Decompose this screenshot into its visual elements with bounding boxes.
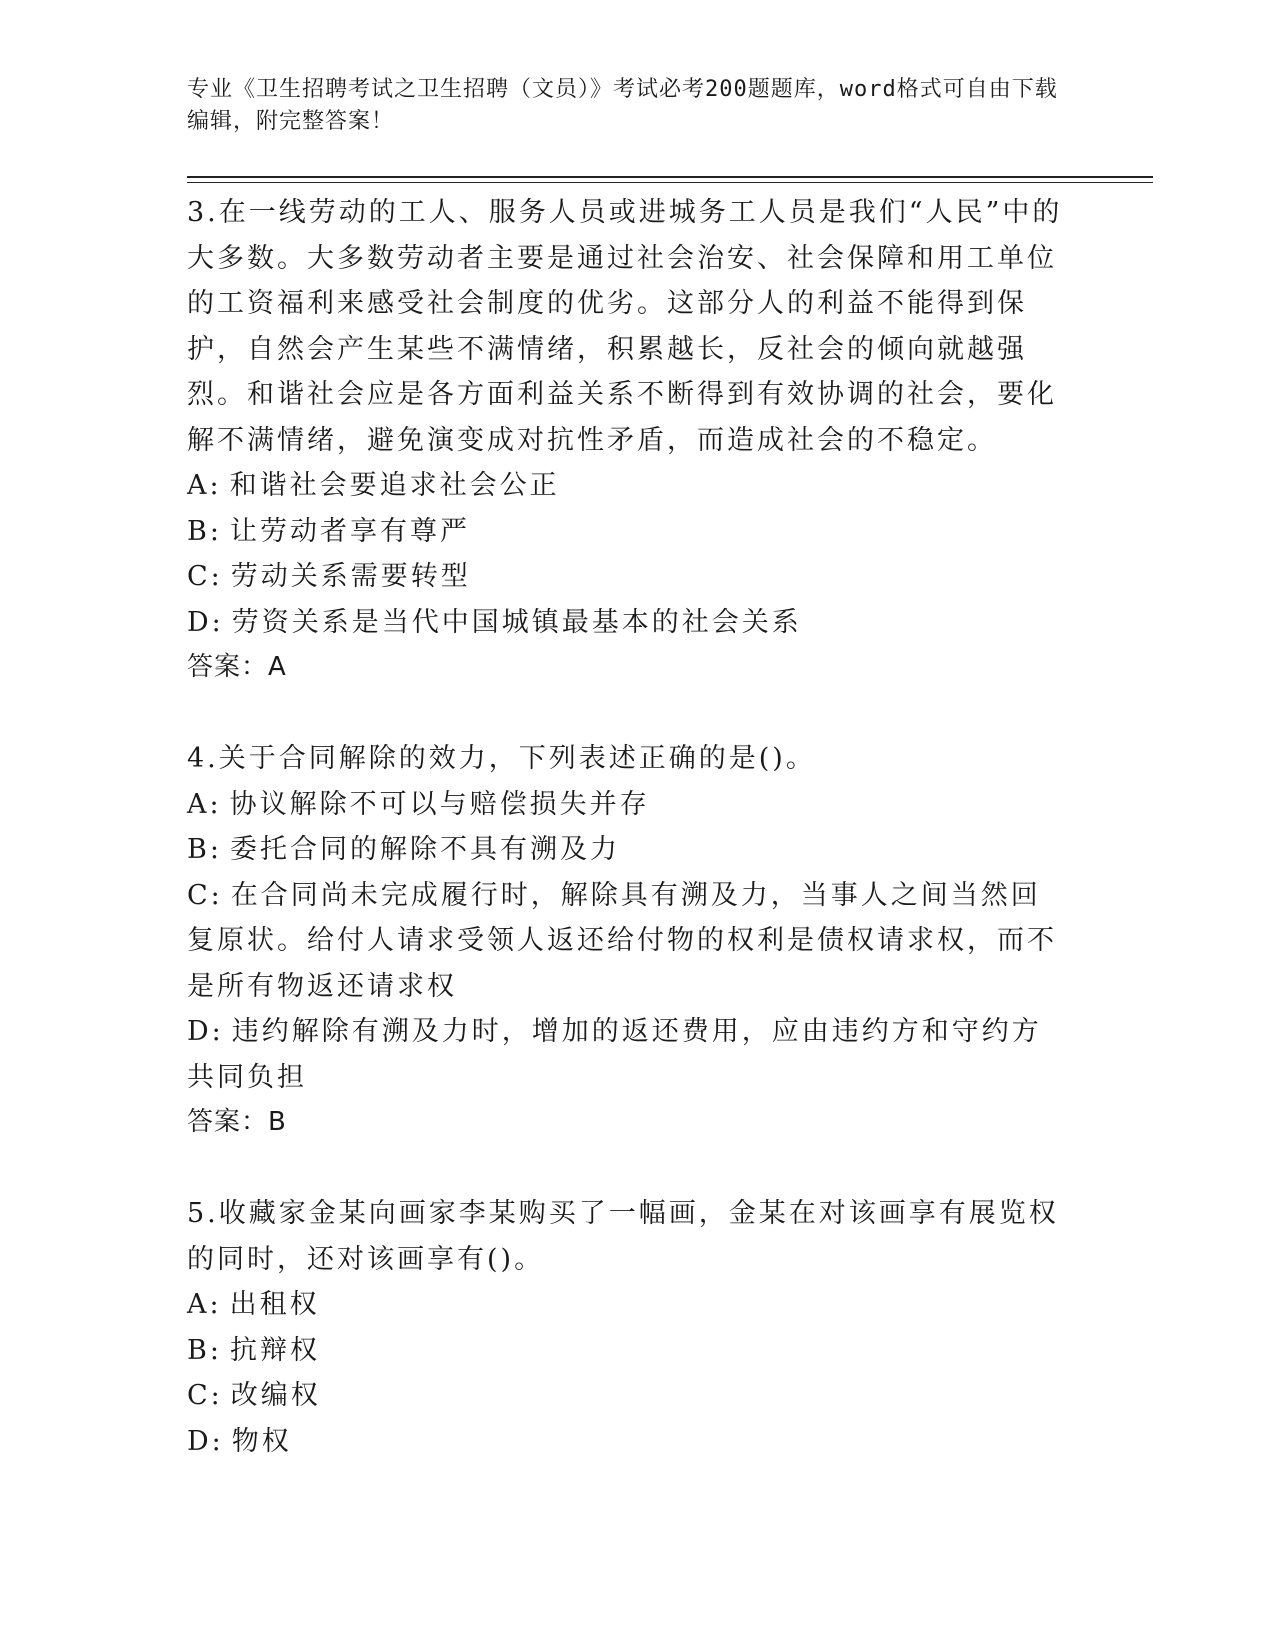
option-c xyxy=(187,554,1067,600)
option-b xyxy=(187,509,1067,555)
document-header: 专业《卫生招聘考试之卫生招聘（文员）》考试必考200题题库，word格式可自由下载编辑，附完整答案！ xyxy=(187,77,1058,134)
option-label: B: xyxy=(187,515,222,547)
header-divider-thin xyxy=(187,182,1153,183)
option-label: A: xyxy=(187,788,222,820)
header-divider-thick xyxy=(187,176,1153,178)
option-text: 抗辩权 xyxy=(229,1334,320,1366)
answer-line: 答案：B xyxy=(187,1107,287,1137)
option-label: B: xyxy=(187,1334,222,1366)
option-b xyxy=(187,1328,1067,1374)
option-b xyxy=(187,827,1067,873)
option-label: B: xyxy=(187,834,222,865)
question-5 xyxy=(187,1191,1067,1464)
option-text: 劳动关系需要转型 xyxy=(230,561,471,592)
option-label: C: xyxy=(187,879,223,911)
option-text: 和谐社会要追求社会公正 xyxy=(229,470,560,501)
option-c xyxy=(187,873,1067,1010)
option-label: A: xyxy=(187,470,222,501)
option-text: 物权 xyxy=(231,1425,292,1457)
option-text: 出租权 xyxy=(229,1289,320,1320)
question-stem: 4.关于合同解除的效力，下列表述正确的是()。 xyxy=(187,743,816,774)
option-a xyxy=(187,782,1067,828)
answer-line: 答案：A xyxy=(187,652,287,682)
option-c xyxy=(187,1373,1067,1419)
question-stem: 5.收藏家金某向画家李某购买了一幅画，金某在对该画享有展览权的同时，还对该画享有()。 xyxy=(187,1198,1059,1275)
question-stem: 3.在一线劳动的工人、服务人员或进城务工人员是我们“人民”中的大多数。大多数劳动者主要是通过社会治安、社会保障和用工单位的工资福利来感受社会制度的优劣。这部分人的利益不能得到保护，自然会产生某些不满情绪，积累越长，反社会的倾向就越强烈。和谐社会应是各方面利益关系不断得到有效协调的社会，要化解不满情绪，避免演变成对抗性矛盾，而造成社会的不稳定。 xyxy=(187,197,1063,456)
option-a xyxy=(187,463,1067,509)
option-label: A: xyxy=(187,1289,222,1320)
option-text: 让劳动者享有尊严 xyxy=(229,515,470,547)
option-label: D: xyxy=(187,606,224,638)
option-text: 违约解除有溯及力时，增加的返还费用，应由违约方和守约方共同负担 xyxy=(187,1016,1042,1093)
option-d xyxy=(187,1009,1067,1100)
option-text: 委托合同的解除不具有溯及力 xyxy=(229,834,620,865)
option-text: 改编权 xyxy=(230,1380,321,1411)
question-spacer xyxy=(187,691,1067,737)
option-label: C: xyxy=(187,561,223,592)
question-spacer xyxy=(187,1146,1067,1192)
option-text: 在合同尚未完成履行时，解除具有溯及力，当事人之间当然回复原状。给付人请求受领人返还给付物的权利是债权请求权，而不是所有物返还请求权 xyxy=(187,879,1057,1002)
option-text: 协议解除不可以与赔偿损失并存 xyxy=(229,788,650,820)
option-d xyxy=(187,600,1067,646)
option-a xyxy=(187,1282,1067,1328)
option-label: D: xyxy=(187,1425,224,1457)
option-label: D: xyxy=(187,1016,224,1047)
option-d xyxy=(187,1419,1067,1465)
question-3 xyxy=(187,190,1067,691)
option-label: C: xyxy=(187,1380,223,1411)
question-4 xyxy=(187,736,1067,1146)
question-list xyxy=(187,190,1067,1464)
option-text: 劳资关系是当代中国城镇最基本的社会关系 xyxy=(231,606,802,638)
